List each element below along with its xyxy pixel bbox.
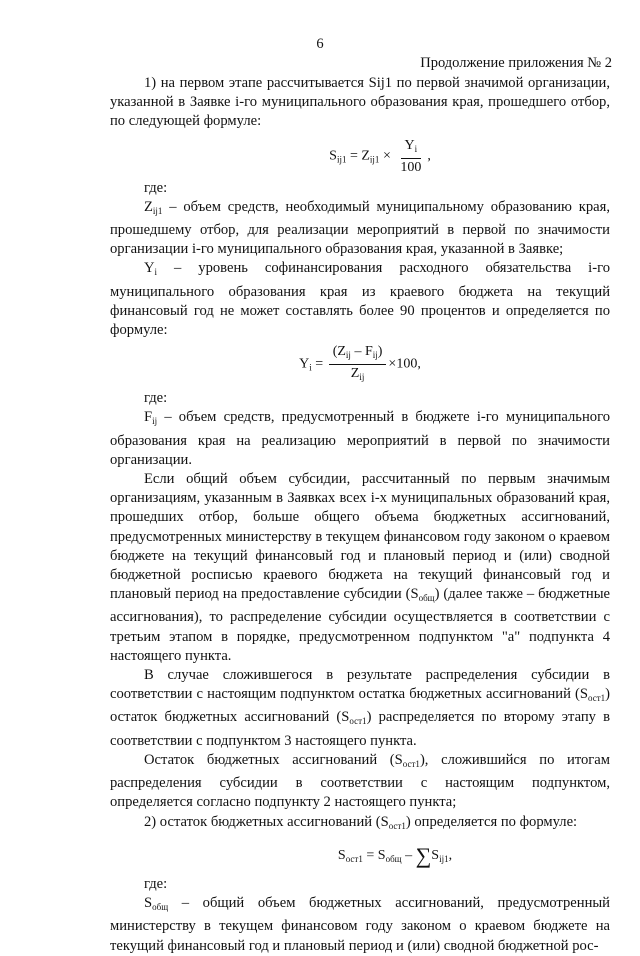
formula-sij1: $S_{ij1} = Z_{ij1}$ × $\frac{Y_i}{100}$ , [329,137,431,175]
definition-sobsh: $S_{общ}$ – общий объем бюджетных ассигнований, предусмотренный министерству в текущем финансовом году законом о краевом бюджете на текущий финансовый год и плановый период и (или) сводной бюджетной рос- [110,895,610,954]
where-label-3: где: [144,875,168,892]
paragraph-distribution: Если общий объем субсидии, рассчитанный по первым значимым организациям, указанным в Заявках всех i-х муниципальных образований края, прошедших отбор, больше общего объема бюджетных ассигнований, предусмотренных министерству в текущем финансовом году законом о краевом бюджете на текущий финансовый год и плановый период и (или) сводной бюджетной росписью краевого бюджета на текущий финансовый год и плановый период на предоставление субсидии $(S_{общ})$ (далее также – бюджетные ассигнования), то распределение субсидии осуществляется в соответствии с третьим этапом в порядке, предусмотренном подпунктом "а" подпункта 4 настоящего пункта. [110,471,610,664]
page-number: 6 [316,36,324,52]
sum-sigma-icon: ∑ [415,842,432,868]
definition-y: $Y_i$ – уровень софинансирования расходного обязательства i-го муниципального образования края из краевого бюджета на текущий финансовый год не может составлять более 90 процентов и определяется по формуле: [110,260,610,339]
body-text [110,74,610,956]
paragraph-remainder-defined: Остаток бюджетных ассигнований $(S_{ост1})$, сложившийся по итогам распределения субсидии в соответствии с настоящим подпунктом, определяется согласно подпункту 2 настоящего пункта; [110,751,611,811]
paragraph-remainder: В случае сложившегося в результате распределения субсидии в соответствии с настоящим подпунктом остатка бюджетных ассигнований $(S_{ост1})$ остаток бюджетных ассигнований $(S_{ост1})$ распределяется по второму этапу в соответствии с подпунктом 3 настоящего пункта. [110,667,610,749]
paragraph-step-1: 1) на первом этапе рассчитывается Sij1 по первой значимой организации, указанной в Заявке i-го муниципального образования края, прошедшего отбор, по следующей формуле: [110,75,610,130]
definition-f: $F_{ij}$ – объем средств, предусмотренный в бюджете i-го муниципального образования края на реализацию мероприятий в первой по значимости организации. [110,409,610,468]
definition-z: $Z_{ij1}$ – объем средств, необходимый муниципальному образованию края, прошедшему отбор, для реализации мероприятий в первой по значимости организации i-го муниципального образования края, указанной в Заявке; [110,198,610,258]
appendix-continuation-label: Продолжение приложения № 2 [420,55,612,71]
where-label-2: где: [144,390,168,407]
formula-yi: $Y_i$ = $\frac{(Z_{ij} - F_{ij})}{Z_{ij}}$ ×100, [299,344,421,383]
formula-sost1: $S_{ост1} = S_{общ} - \sum S_{ij1}$, [337,842,453,868]
where-label-1: где: [144,179,168,196]
paragraph-step-2: 2) остаток бюджетных ассигнований $(S_{ост1})$ определяется по формуле: [144,813,578,831]
